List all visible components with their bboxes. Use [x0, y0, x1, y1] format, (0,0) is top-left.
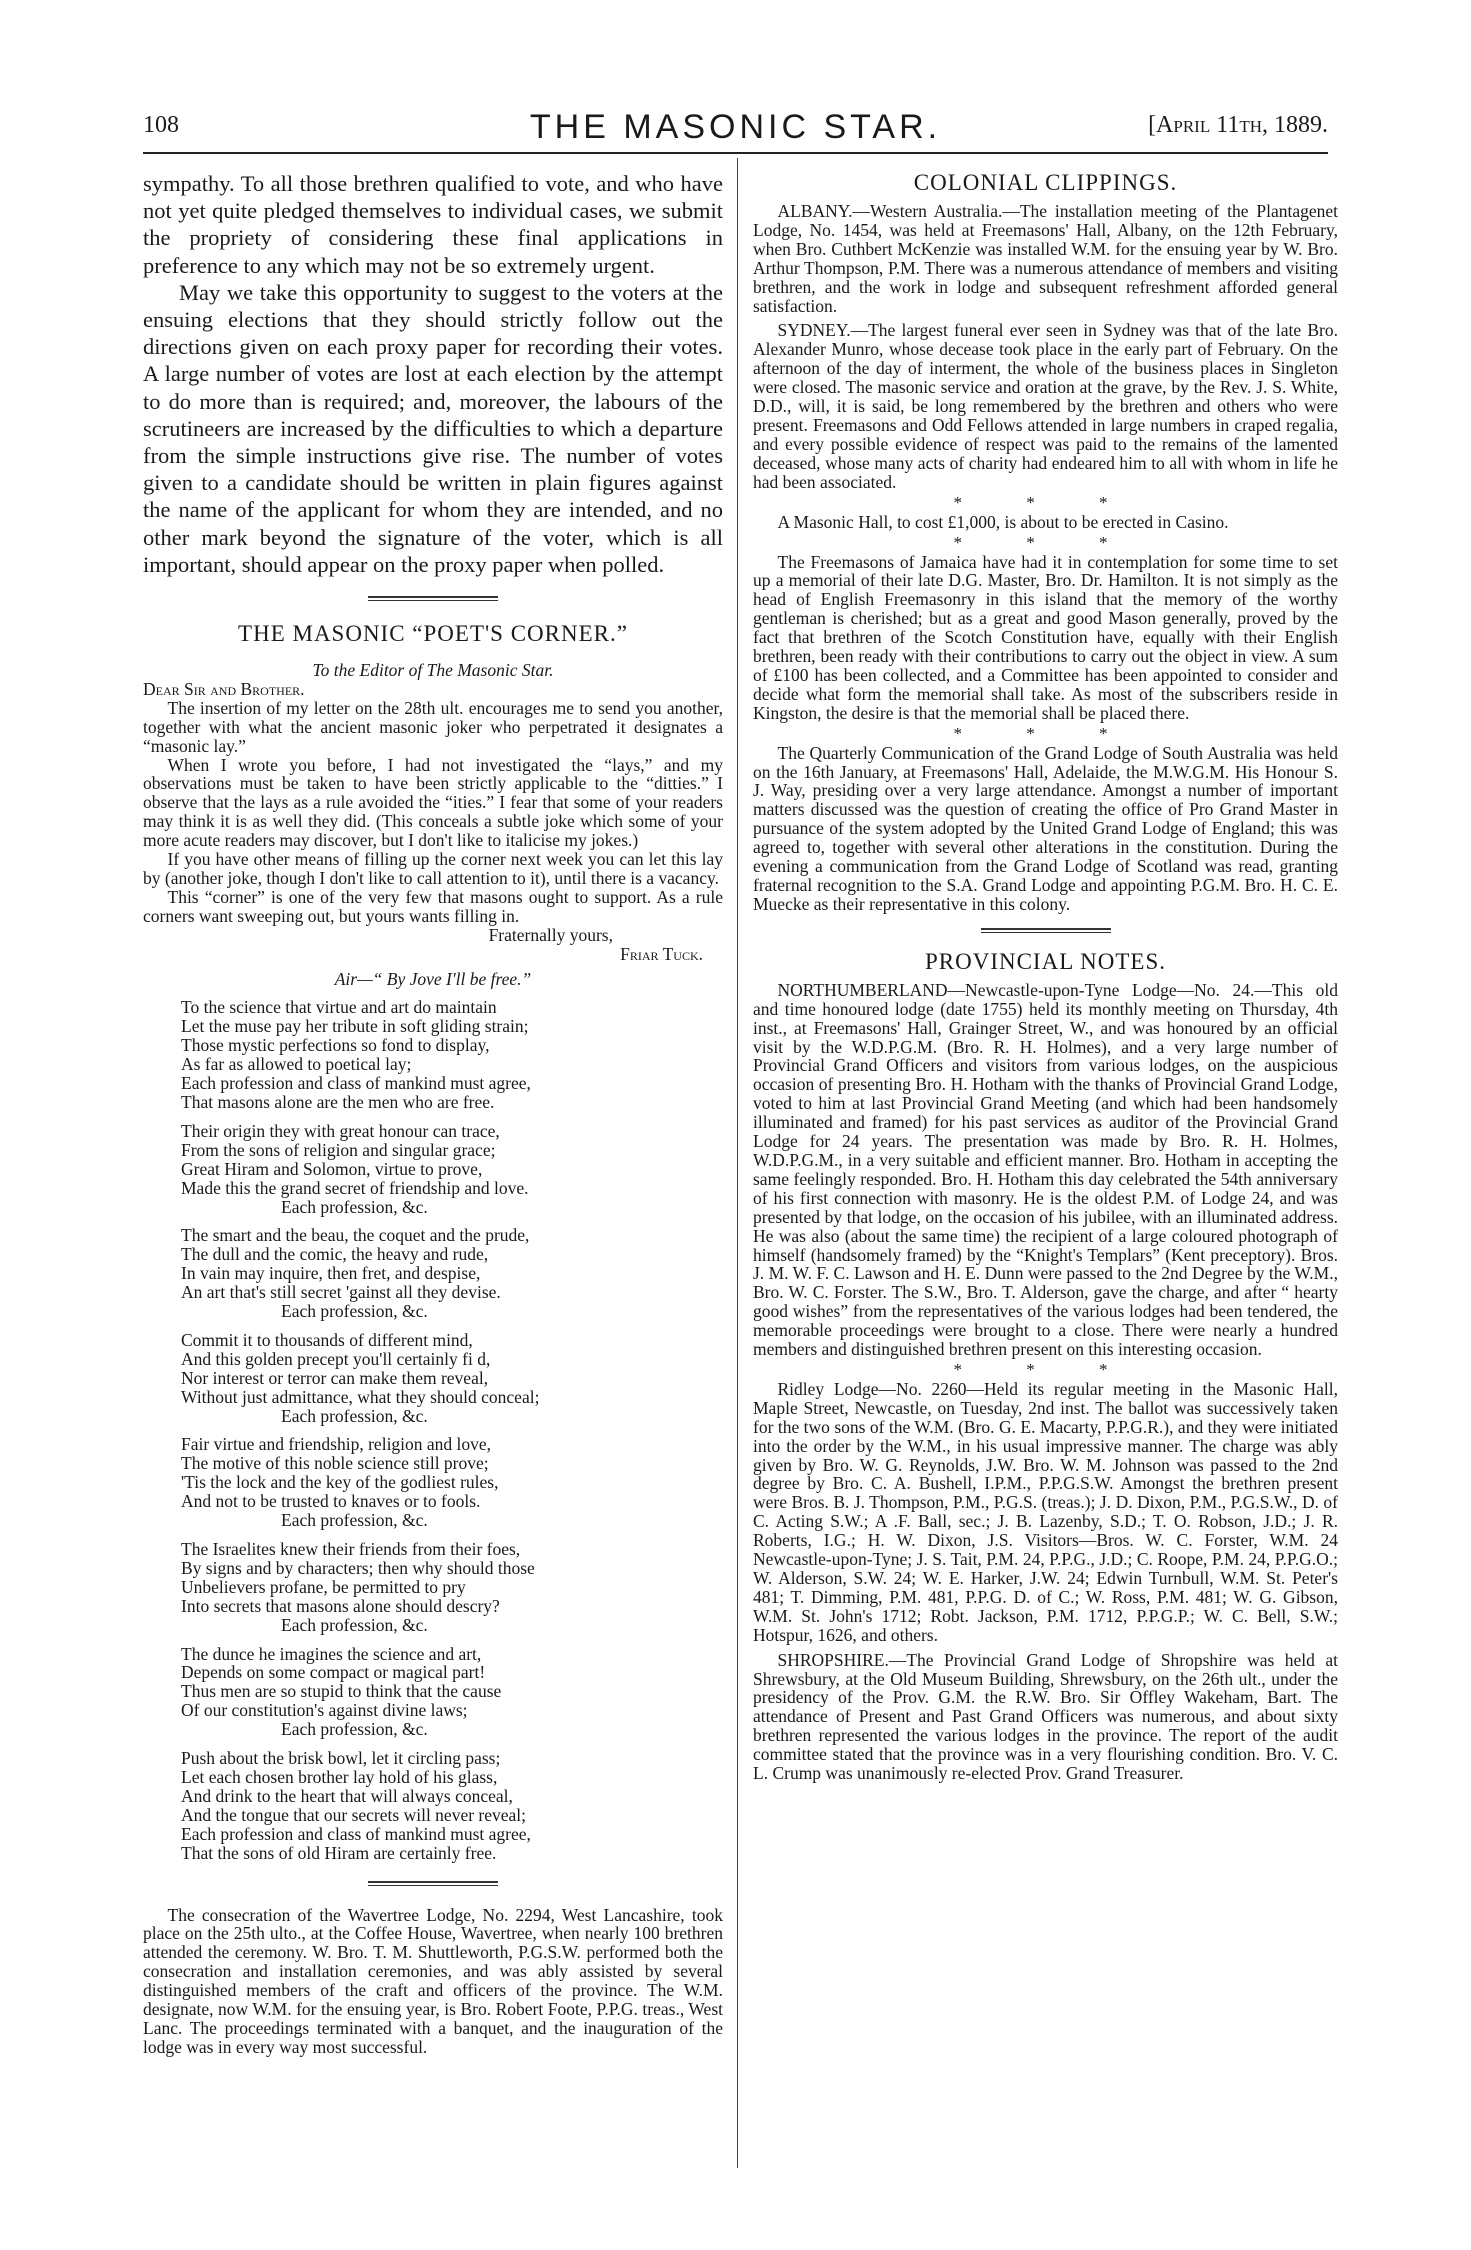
- editorial-text: [143, 170, 723, 578]
- letter-paragraph: If you have other means of filling up the corner next week you can let this lay by (another joke, though I don't like to call attention to it), until there is a vacancy.: [143, 849, 723, 889]
- letter-salutation: Dear Sir and Brother.: [143, 678, 305, 699]
- poem-line: Those mystic perfections so fond to display,: [181, 1035, 490, 1056]
- poem-refrain: Each profession, &c.: [281, 1196, 428, 1217]
- song-air: Air—“ By Jove I'll be free.”: [334, 968, 532, 989]
- poem-line: And this golden precept you'll certainly fi d,: [181, 1348, 491, 1369]
- poem-refrain: Each profession, &c.: [281, 1510, 428, 1531]
- poem-line: Unbelievers profane, be permitted to pry: [181, 1576, 466, 1597]
- poem-stanza: [181, 998, 723, 1111]
- poem-line: The motive of this noble science still prove;: [181, 1453, 489, 1474]
- page-number: 108: [143, 112, 179, 138]
- colonial-clippings-heading: COLONIAL CLIPPINGS.: [913, 170, 1178, 195]
- masonic-lay-poem: [181, 998, 723, 1862]
- poem-line: Thus men are so stupid to think that the cause: [181, 1681, 502, 1702]
- left-column: [143, 170, 723, 2057]
- sydney-paragraph: SYDNEY.—The largest funeral ever seen in Sydney was that of the late Bro. Alexander Munro, whose decease took place in the early part of February. On the afternoon of the day of interment, the whole of the business places in Singleton were closed. The masonic service and oration at the grave, by the Rev. J. S. White, D.D., will, it is said, be long remembered by the brethren and others who were present. Freemasons and Odd Fellows attended in large numbers in craped regalia, and every possible evidence of respect was paid to the remains of the lamented deceased, whose many acts of charity had endeared him to all with whom in life he had been associated.: [753, 320, 1338, 492]
- poem-refrain: Each profession, &c.: [281, 1405, 428, 1426]
- poets-corner-heading: THE MASONIC “POET'S CORNER.”: [238, 621, 628, 647]
- poem-line: Great Hiram and Solomon, virtue to prove,: [181, 1158, 483, 1179]
- poem-line: Commit it to thousands of different mind,: [181, 1329, 473, 1350]
- poem-stanza: [181, 1435, 723, 1530]
- poem-line: An art that's still secret 'gainst all they devise.: [181, 1282, 501, 1303]
- poem-line: That masons alone are the men who are free.: [181, 1091, 495, 1112]
- poem-refrain: Each profession, &c.: [281, 1301, 428, 1322]
- poem-stanza: [181, 1226, 723, 1321]
- asterism: * * *: [953, 532, 1138, 552]
- wavertree-article: The consecration of the Wavertree Lodge, No. 2294, West Lancashire, took place on the 25th ulto., at the Coffee House, Wavertree, when nearly 100 brethren attended the ceremony. W. Bro. T. M. Shuttleworth, P.G.S.W. performed both the consecration and installation ceremonies, and was ably assisted by several distinguished members of the craft and officers of the province. The W.M. designate, now W.M. for the ensuing year, is Bro. Robert Foote, P.P.G. treas., West Lanc. The proceedings terminated with a banquet, and the inauguration of the lodge was in every way most successful.: [143, 1904, 723, 2057]
- asterism: * * *: [953, 492, 1138, 512]
- poem-line: The dull and the comic, the heavy and rude,: [181, 1244, 489, 1265]
- letter-address: To the Editor of The Masonic Star.: [312, 660, 554, 681]
- letter-signature: Friar Tuck.: [620, 943, 703, 964]
- jamaica-paragraph: The Freemasons of Jamaica have had it in contemplation for some time to set up a memorial of their late D.G. Master, Bro. Dr. Hamilton. It is not simply as the head of English Freemasonry in this island that the memory of the worthy gentleman is cherished; but as a great and good Mason generally, proved by the fact that brethren of the Scotch Constitution have, equally with their English brethren, been ready with their contributions to carry out the object in view. A sum of £100 has been collected, and a Committee has been appointed to consider and decide what form the memorial shall take. As most of the subscribers reside in Kingston, the desire is that the memorial shall be placed there.: [753, 551, 1338, 723]
- poem-line: That the sons of old Hiram are certainly free.: [181, 1842, 497, 1863]
- letter-closing: Fraternally yours,: [488, 924, 613, 945]
- poem-line: Let each chosen brother lay hold of his glass,: [181, 1766, 498, 1787]
- casino-paragraph: A Masonic Hall, to cost £1,000, is about to be erected in Casino.: [777, 511, 1229, 532]
- issue-date: [April 11th, 1889.: [1148, 112, 1328, 138]
- poem-line: The smart and the beau, the coquet and the prude,: [181, 1225, 530, 1246]
- poem-line: Into secrets that masons alone should descry?: [181, 1595, 500, 1616]
- poem-line: And drink to the heart that will always conceal,: [181, 1785, 513, 1806]
- poem-line: Each profession and class of mankind must agree,: [181, 1073, 531, 1094]
- poem-refrain: Each profession, &c.: [281, 1614, 428, 1635]
- poem-line: Of our constitution's against divine laws;: [181, 1700, 468, 1721]
- poem-refrain: Each profession, &c.: [281, 1719, 428, 1740]
- poem-line: The dunce he imagines the science and art,: [181, 1643, 482, 1664]
- poem-line: Nor interest or terror can make them reveal,: [181, 1367, 489, 1388]
- section-divider: [368, 1881, 498, 1886]
- section-divider: [981, 928, 1111, 933]
- poem-line: To the science that virtue and art do maintain: [181, 997, 497, 1018]
- shropshire-paragraph: SHROPSHIRE.—The Provincial Grand Lodge of Shropshire was held at Shrewsbury, at the Old Museum Building, Shrewsbury, on the 26th ult., under the presidency of the Prov. G.M. the R.W. Bro. Sir Offley Wakeham, Bart. The attendance of Present and Past Grand Officers was numerous, and about sixty brethren represented the various lodges in the province. The report of the audit committee stated that the province was in a very flourishing condition. Bro. V. C. L. Crump was unanimously re-elected Prov. Grand Treasurer.: [753, 1649, 1338, 1784]
- letter-paragraph: When I wrote you before, I had not investigated the “lays,” and my observations must be taken to have been strictly applicable to the “ditties.” I observe that the lays as a rule avoided the “ities.” I fear that some of your readers may think it is as well they did. (This conceals a subtle joke which some of your more acute readers may discover, but I don't like to italicise my jokes.): [143, 754, 723, 851]
- albany-paragraph: ALBANY.—Western Australia.—The installation meeting of the Plantagenet Lodge, No. 1454, was held at Freemasons' Hall, Albany, on the 12th February, when Bro. Cuthbert McKenzie was installed W.M. for the ensuing year by W. Bro. Arthur Thompson, P.M. There was a numerous attendance of members and visiting brethren, and the work in lodge and subsequent refreshment afforded general satisfaction.: [753, 201, 1338, 316]
- asterism: * * *: [953, 723, 1138, 743]
- poem-line: And the tongue that our secrets will never reveal;: [181, 1804, 527, 1825]
- poem-stanza: [181, 1749, 723, 1862]
- page-header: [143, 108, 1328, 152]
- column-divider: [737, 158, 738, 2168]
- poem-line: In vain may inquire, then fret, and despise,: [181, 1263, 481, 1284]
- section-divider: [368, 596, 498, 601]
- letter-paragraph: The insertion of my letter on the 28th ult. encourages me to send you another, together with what the ancient masonic joker who perpetrated it designates a “masonic lay.”: [143, 697, 723, 756]
- provincial-notes-heading: PROVINCIAL NOTES.: [924, 948, 1167, 974]
- poem-line: Fair virtue and friendship, religion and love,: [181, 1434, 492, 1455]
- right-column: [753, 170, 1338, 1783]
- poem-stanza: [181, 1540, 723, 1635]
- poets-corner-article: [143, 621, 723, 1862]
- masthead-title: THE MASONIC STAR.: [529, 108, 942, 146]
- south-australia-paragraph: The Quarterly Communication of the Grand Lodge of South Australia was held on the 16th January, at Freemasons' Hall, Adelaide, the M.W.G.M. His Honour S. J. Way, presiding over a very large attendance. Amongst a number of important matters discussed was the question of creating the office of Pro Grand Master in pursuance of the system adopted by the United Grand Lodge of England; this was agreed to, together with several other alterations in the constitution. During the evening a communication from the Grand Lodge of Scotland was read, granting fraternal recognition to the S.A. Grand Lodge and appointing P.G.M. Bro. H. C. E. Muecke as their representative in this colony.: [753, 742, 1338, 914]
- asterism: * * *: [953, 1359, 1138, 1379]
- editorial-paragraph: May we take this opportunity to suggest to the voters at the ensuing elections that they should strictly follow out the directions given on each proxy paper for recording their votes. A large number of votes are lost at each election by the attempt to do more than is required; and, moreover, the labours of the scrutineers are increased by the difficulties to which a departure from the simple instructions give rise. The number of votes given to a candidate should be written in plain figures against the name of the applicant for whom they are intended, and no other mark beyond the signature of the voter, which is all important, should appear on the proxy paper when polled.: [143, 279, 723, 577]
- poem-stanza: [181, 1122, 723, 1217]
- poem-line: By signs and by characters; then why should those: [181, 1557, 535, 1578]
- letter-paragraph: This “corner” is one of the very few that masons ought to support. As a rule corners want sweeping out, but yours wants filling in.: [143, 886, 723, 926]
- poem-line: Without just admittance, what they should conceal;: [181, 1386, 540, 1407]
- poem-line: The Israelites knew their friends from their foes,: [181, 1539, 521, 1560]
- ridley-lodge-paragraph: Ridley Lodge—No. 2260—Held its regular meeting in the Masonic Hall, Maple Street, Newcastle, on Tuesday, 2nd inst. The ballot was successively taken for the two sons of the W.M. (Bro. G. E. Macarty, P.P.G.R.), and they were initiated into the order by the W.M., in his usual impressive manner. The charge was ably given by Bro. W. G. Reynolds, J.W. Bro. W. M. Johnson was passed to the 2nd degree by Bro. C. A. Bushell, I.P.M., P.P.G.S.W. Amongst the brethren present were Bros. B. J. Thompson, P.M., P.G.S. (treas.); J. D. Dixon, P.M., P.G.S.W., D. of C. Acting S.W.; A .F. Ball, sec.; J. B. Lazenby, S.D.; T. O. Robson, J.D.; J. R. Roberts, I.G.; H. W. Dixon, J.S. Visitors—Bros. W. C. Forster, W.M. 24 Newcastle-upon-Tyne; J. S. Tait, P.M. 24, P.P.G., J.D.; C. Roope, P.M. 24, P.P.G.O.; W. Alderson, S.W. 24; W. E. Harker, J.W. 24; Edwin Turnbull, W.M. St. Peter's 481; T. Dimming, P.M. 481, P.P.G. D. of C.; W. Ross, P.M. 481; W. G. Gibson, W.M. St. John's 1712; Robt. Jackson, P.M. 1712, P.P.G.P.; W. C. Bell, S.W.; Hotspur, 1626, and others.: [753, 1378, 1338, 1645]
- editorial-paragraph: sympathy. To all those brethren qualified to vote, and who have not yet quite pledged themselves to individual cases, we submit the propriety of considering these final applications in preference to any which may not be so extremely urgent.: [143, 171, 723, 278]
- poem-line: As far as allowed to poetical lay;: [181, 1054, 412, 1075]
- poem-stanza: [181, 1645, 723, 1740]
- poem-line: Each profession and class of mankind must agree,: [181, 1823, 531, 1844]
- poem-line: 'Tis the lock and the key of the godliest rules,: [181, 1472, 499, 1493]
- poem-line: From the sons of religion and singular grace;: [181, 1139, 496, 1160]
- poem-stanza: [181, 1331, 723, 1426]
- poem-line: Depends on some compact or magical part!: [181, 1662, 486, 1683]
- poem-line: Their origin they with great honour can trace,: [181, 1120, 500, 1141]
- poem-line: Let the muse pay her tribute in soft gliding strain;: [181, 1016, 529, 1037]
- poem-line: And not to be trusted to knaves or to fools.: [181, 1491, 481, 1512]
- poem-line: Push about the brisk bowl, let it circling pass;: [181, 1748, 501, 1769]
- header-rule: [143, 152, 1328, 154]
- poem-line: Made this the grand secret of friendship and love.: [181, 1177, 529, 1198]
- northumberland-paragraph: NORTHUMBERLAND—Newcastle-upon-Tyne Lodge—No. 24.—This old and time honoured lodge (date 1755) held its monthly meeting on Thursday, 4th inst., at Freemasons' Hall, Grainger Street, W., and was honoured by an official visit by the W.D.P.G.M. (Bro. R. H. Holmes), and a very large number of Provincial Grand Officers and visitors from various lodges, on the auspicious occasion of presenting Bro. H. Hotham with the thanks of Provincial Grand Lodge, voted to him at last Provincial Grand Meeting (and which had been handsomely illuminated and framed) for his past services as auditor of the Provincial Grand Lodge for 24 years. The presentation was made by Bro. R. H. Holmes, W.D.P.G.M., in a very suitable and efficient manner. Bro. Hotham in accepting the same feelingly responded. Bro. H. Hotham this day celebrated the 54th anniversary of his first connection with masonry. He is the oldest P.M. of Lodge 24, and was presented by that lodge, on the occasion of his jubilee, with an illuminated address. He was also (about the same time) the recipient of a large coloured photograph of himself (handsomely framed) by the “Knight's Templars” (Kent preceptory). Bros. J. M. W. F. C. Lawson and H. E. Dunn were passed to the 2nd Degree by the W.M., Bro. W. C. Forster. The S.W., Bro. T. Alderson, gave the charge, and after “ hearty good wishes” from the representatives of the various lodges had been tendered, the memorable proceedings were brought to a close. There were nearly a hundred members and distinguished brethren present on this interesting occasion.: [753, 979, 1338, 1360]
